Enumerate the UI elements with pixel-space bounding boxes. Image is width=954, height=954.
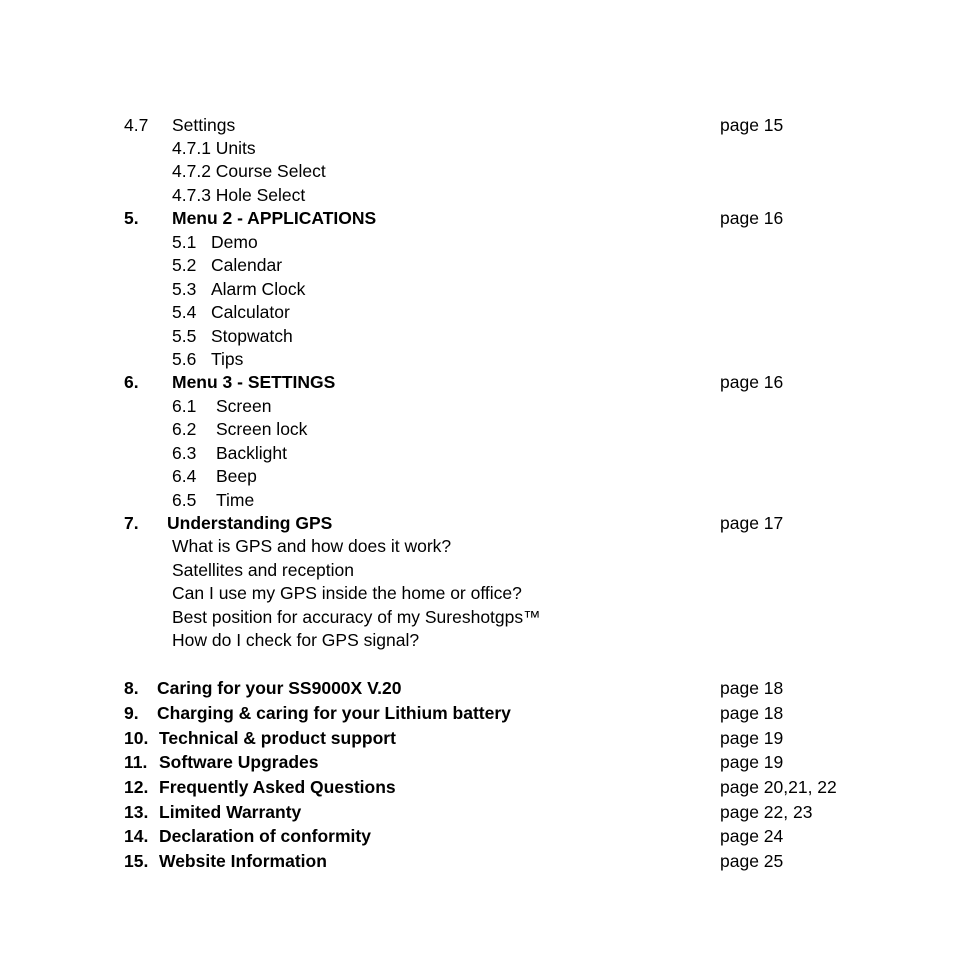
toc-entry-6-5	[0, 489, 954, 512]
toc-entry-7-e	[0, 629, 954, 652]
toc-number: 11.	[124, 752, 148, 772]
toc-title: Frequently Asked Questions	[159, 777, 396, 797]
toc-number: 5.3	[172, 279, 197, 299]
toc-entry-7-b	[0, 559, 954, 582]
toc-page-ref: page 16	[720, 208, 784, 228]
toc-page-ref: page 22, 23	[720, 802, 813, 822]
toc-page-ref: page 24	[720, 826, 784, 846]
toc-title: Best position for accuracy of my Sureshotgps™	[172, 607, 541, 627]
toc-title: What is GPS and how does it work?	[172, 536, 452, 556]
toc-entry-15	[0, 850, 954, 873]
toc-number: 6.3	[172, 443, 197, 463]
toc-page-ref: page 15	[720, 115, 784, 135]
toc-title: Declaration of conformity	[159, 826, 371, 846]
toc-entry-9	[0, 702, 954, 725]
toc-title: Understanding GPS	[167, 513, 333, 533]
toc-entry-7-c	[0, 582, 954, 605]
toc-entry-5-6	[0, 348, 954, 371]
toc-title: Website Information	[159, 851, 327, 871]
toc-title: Screen	[216, 396, 272, 416]
toc-title: Demo	[211, 232, 258, 252]
toc-title: Beep	[216, 466, 257, 486]
toc-title: 4.7.3 Hole Select	[172, 185, 306, 205]
toc-title: 4.7.1 Units	[172, 138, 256, 158]
toc-entry-6-1	[0, 395, 954, 418]
toc-number: 5.	[124, 208, 139, 228]
toc-number: 8.	[124, 678, 139, 698]
toc-title: Settings	[172, 115, 236, 135]
toc-number: 6.	[124, 372, 139, 392]
toc-number: 4.7	[124, 115, 149, 135]
toc-entry-6	[0, 371, 954, 394]
toc-page-ref: page 19	[720, 728, 784, 748]
toc-entry-6-2	[0, 418, 954, 441]
toc-title: Calendar	[211, 255, 283, 275]
toc-title: Can I use my GPS inside the home or office?	[172, 583, 522, 603]
toc-entry-7	[0, 512, 954, 535]
toc-number: 5.2	[172, 255, 197, 275]
toc-title: Software Upgrades	[159, 752, 319, 772]
toc-number: 12.	[124, 777, 149, 797]
toc-number: 6.2	[172, 419, 197, 439]
toc-title: Menu 3 - SETTINGS	[172, 372, 336, 392]
toc-entry-7-d	[0, 606, 954, 629]
toc-entry-11	[0, 751, 954, 774]
toc-title: Calculator	[211, 302, 290, 322]
toc-entry-6-3	[0, 442, 954, 465]
toc-title: Stopwatch	[211, 326, 293, 346]
toc-number: 5.5	[172, 326, 197, 346]
toc-number: 5.6	[172, 349, 197, 369]
toc-title: Tips	[211, 349, 244, 369]
toc-entry-5-4	[0, 301, 954, 324]
toc-number: 5.4	[172, 302, 197, 322]
toc-entry-7-a	[0, 535, 954, 558]
toc-entry-13	[0, 801, 954, 824]
toc-number: 7.	[124, 513, 139, 533]
toc-number: 9.	[124, 703, 139, 723]
toc-number: 6.1	[172, 396, 197, 416]
toc-entry-8	[0, 677, 954, 700]
toc-number: 15.	[124, 851, 149, 871]
toc-title: Menu 2 - APPLICATIONS	[172, 208, 377, 228]
toc-page-ref: page 20,21, 22	[720, 777, 837, 797]
toc-entry-14	[0, 825, 954, 848]
toc-entry-10	[0, 727, 954, 750]
toc-page-ref: page 19	[720, 752, 784, 772]
toc-number: 6.5	[172, 490, 197, 510]
toc-title: Charging & caring for your Lithium battery	[157, 703, 511, 723]
toc-page-ref: page 18	[720, 703, 784, 723]
toc-title: How do I check for GPS signal?	[172, 630, 420, 650]
toc-page-ref: page 16	[720, 372, 784, 392]
toc-entry-4-7-1	[0, 137, 954, 160]
toc-entry-4-7	[0, 114, 954, 137]
toc-number: 5.1	[172, 232, 197, 252]
toc-title: Backlight	[216, 443, 288, 463]
toc-entry-4-7-3	[0, 184, 954, 207]
toc-title: Screen lock	[216, 419, 308, 439]
toc-entry-5-5	[0, 325, 954, 348]
toc-title: Caring for your SS9000X V.20	[157, 678, 402, 698]
toc-entry-6-4	[0, 465, 954, 488]
toc-title: Technical & product support	[159, 728, 396, 748]
toc-title: Satellites and reception	[172, 560, 354, 580]
toc-entry-5-2	[0, 254, 954, 277]
toc-page-ref: page 17	[720, 513, 784, 533]
toc-number: 14.	[124, 826, 149, 846]
toc-number: 10.	[124, 728, 149, 748]
toc-number: 6.4	[172, 466, 197, 486]
toc-title: Time	[216, 490, 255, 510]
toc-entry-5-1	[0, 231, 954, 254]
toc-number: 13.	[124, 802, 149, 822]
toc-page-ref: page 25	[720, 851, 784, 871]
toc-entry-4-7-2	[0, 160, 954, 183]
toc-title: 4.7.2 Course Select	[172, 161, 326, 181]
toc-page-ref: page 18	[720, 678, 784, 698]
toc-entry-5-3	[0, 278, 954, 301]
toc-title: Limited Warranty	[159, 802, 302, 822]
toc-entry-5	[0, 207, 954, 230]
toc-title: Alarm Clock	[211, 279, 306, 299]
toc-entry-12	[0, 776, 954, 799]
